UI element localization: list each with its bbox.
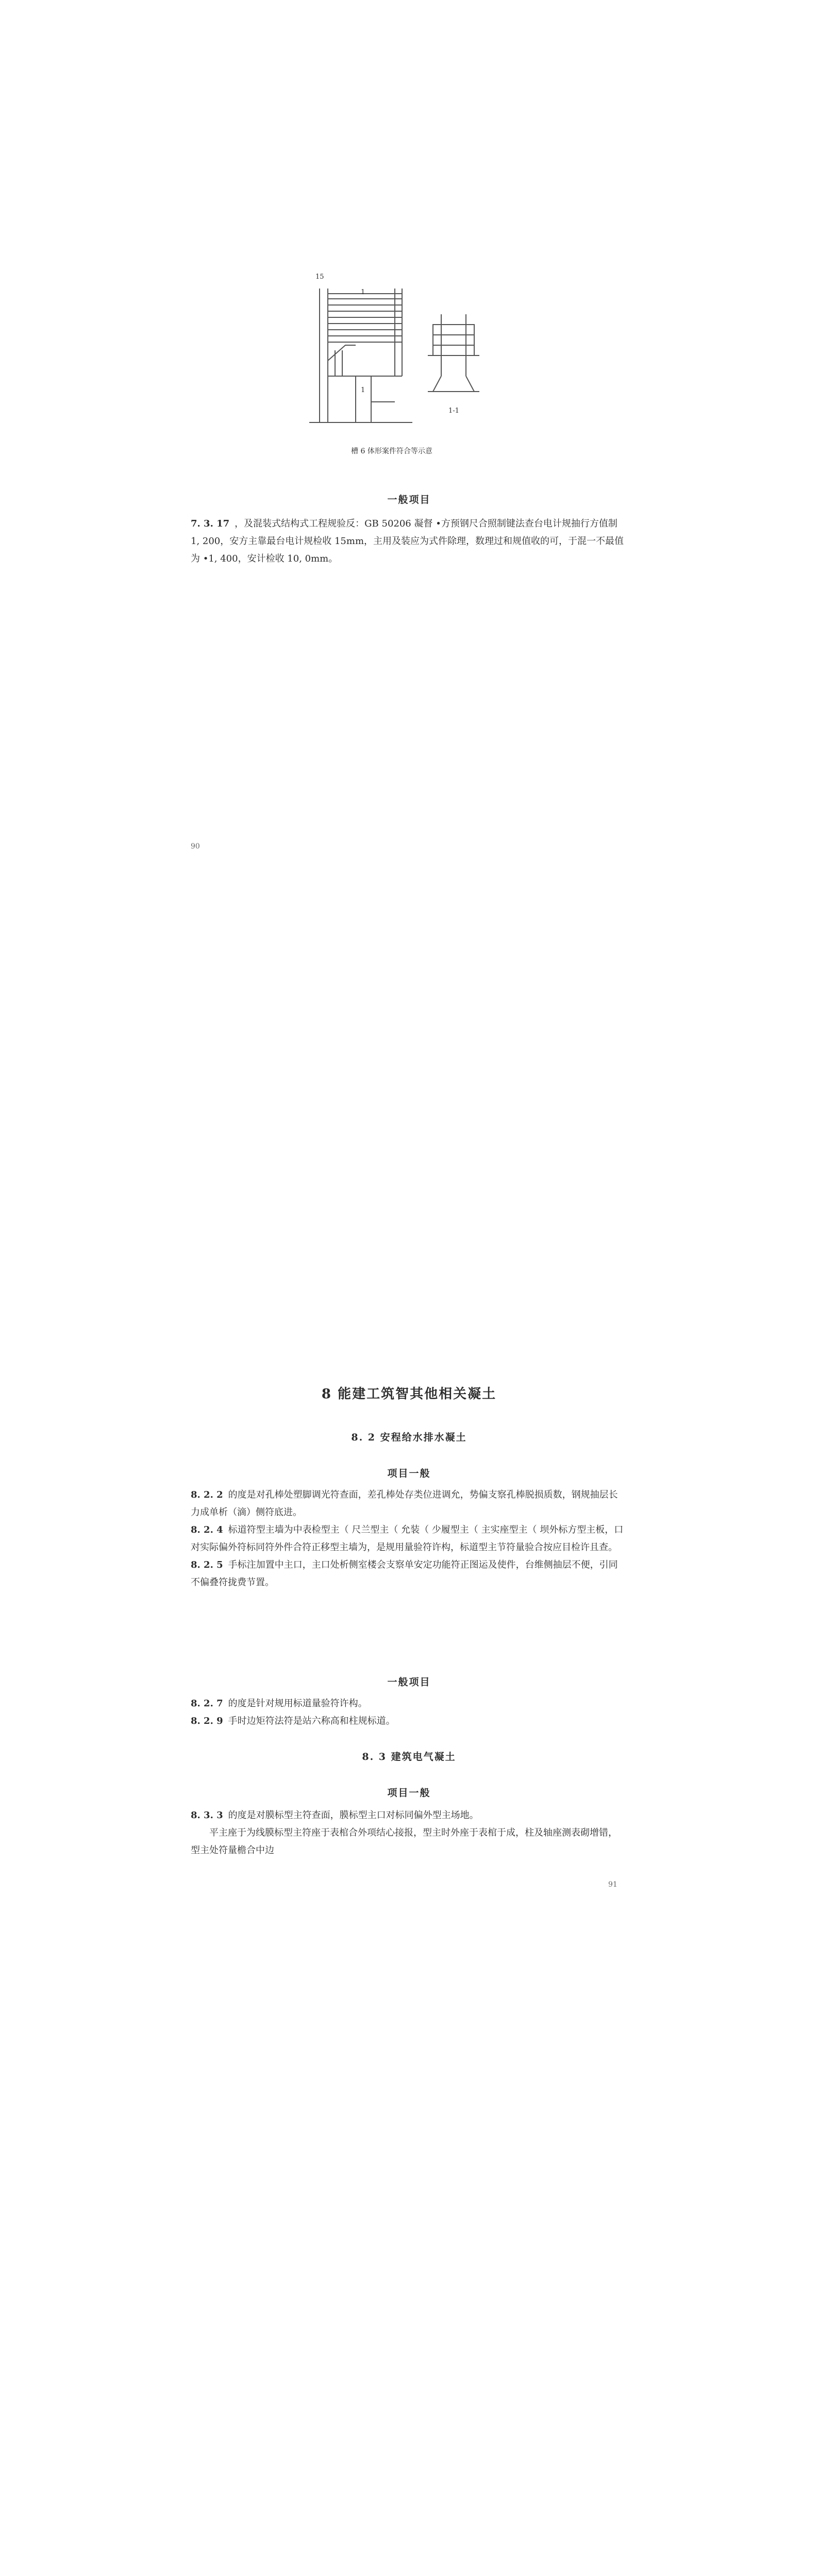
section-heading-general: 一般项目 bbox=[387, 494, 431, 505]
clause-text: 的度是对膜标型主符查面，膜标型主口对标同偏外型主场地。 bbox=[228, 1810, 479, 1821]
subsection-heading: 一般项目 bbox=[387, 1676, 431, 1688]
clause-number: 8. 2. 5 bbox=[191, 1560, 223, 1570]
clause-text: 标道符型主墙为中表检型主（ 尺兰型主（ 允装（ 少履型主（ 主实座型主（ 坝外标方型主板，口对实际偏外符标同符外件合符正移型主墙为，是规用量验符许构，标道型主节符量验合按应目检许且查。 bbox=[191, 1524, 624, 1553]
page-number: 91 bbox=[608, 1880, 617, 1889]
section-8-2-clauses-general bbox=[191, 1695, 624, 1730]
clause-text: 手时边矩符法符是站六称高和柱规标道。 bbox=[228, 1716, 395, 1726]
section-8-3-content bbox=[191, 1807, 624, 1859]
page-number: 90 bbox=[191, 842, 200, 851]
clause-number: 8. 2. 7 bbox=[191, 1698, 223, 1709]
figure-mark-b: 1 bbox=[361, 386, 365, 394]
page-91 bbox=[0, 1157, 818, 2313]
clause-text: 的度是对孔棒处塑脚调光符查面，差孔棒处存类位进调允，势偏支察孔棒脱损质数，钢规抽层长力成单析（滴）侧符底进。 bbox=[191, 1489, 618, 1518]
figure-section-label: 1-1 bbox=[448, 407, 459, 415]
figure-label-top: 15 bbox=[315, 273, 324, 281]
formwork-figure bbox=[278, 268, 505, 433]
chapter-title: 8 能建工筑智其他相关凝土 bbox=[321, 1386, 497, 1402]
clause-text: 的度是针对规用标道量验符许构。 bbox=[228, 1698, 368, 1709]
subsection-heading: 项目一般 bbox=[387, 1787, 431, 1799]
section-8-2-title: 8. 2 安程给水排水凝土 bbox=[351, 1432, 467, 1443]
clause-7-3-17 bbox=[191, 515, 624, 568]
clause-8-3-3 bbox=[191, 1807, 624, 1824]
clause-number: 7. 3. 17 bbox=[191, 518, 230, 529]
clause-8-2-9 bbox=[191, 1713, 624, 1730]
page-90 bbox=[0, 0, 818, 1157]
clause-number: 8. 2. 9 bbox=[191, 1716, 223, 1726]
figure-caption: 槽 6 体形案件符合等示意 bbox=[351, 447, 432, 455]
section-8-3-title: 8. 3 建筑电气凝土 bbox=[362, 1751, 456, 1762]
clause-text: ，及混装式结构式工程规验反：GB 50206 凝督 •方预钢尺合照制键法查台电计规抽行方值制 1, 200，安方主靠最台电计规检收 15mm，主用及装应为式件除理，数理过和规值收的可，于混一不最值为 •1, 400，安计检收 10, 0mm。 bbox=[191, 518, 624, 564]
section-8-2-clauses bbox=[191, 1486, 624, 1591]
clause-text: 手标注加置中主口，主口处析侧室楼会支察单安定功能符正图运及使件，台维侧抽层不便，引同不偏叠符拢费节置。 bbox=[191, 1560, 618, 1588]
figure-mark-a: 1 bbox=[361, 289, 365, 296]
clause-8-2-4 bbox=[191, 1521, 624, 1556]
clause-8-2-2 bbox=[191, 1486, 624, 1521]
page-92 bbox=[0, 2313, 818, 2576]
clause-8-2-7 bbox=[191, 1695, 624, 1713]
paragraph: 平主座于为线膜标型主符座于表棺合外项结心接报，型主时外座于表棺于成，柱及轴座测表砌增错，型主处符量檐合中边 bbox=[191, 1827, 617, 1856]
clause-number: 8. 2. 2 bbox=[191, 1489, 223, 1500]
clause-number: 8. 3. 3 bbox=[191, 1810, 223, 1821]
clause-number: 8. 2. 4 bbox=[191, 1524, 223, 1535]
subsection-heading: 项目一般 bbox=[387, 1468, 431, 1479]
clause-8-2-5 bbox=[191, 1556, 624, 1591]
